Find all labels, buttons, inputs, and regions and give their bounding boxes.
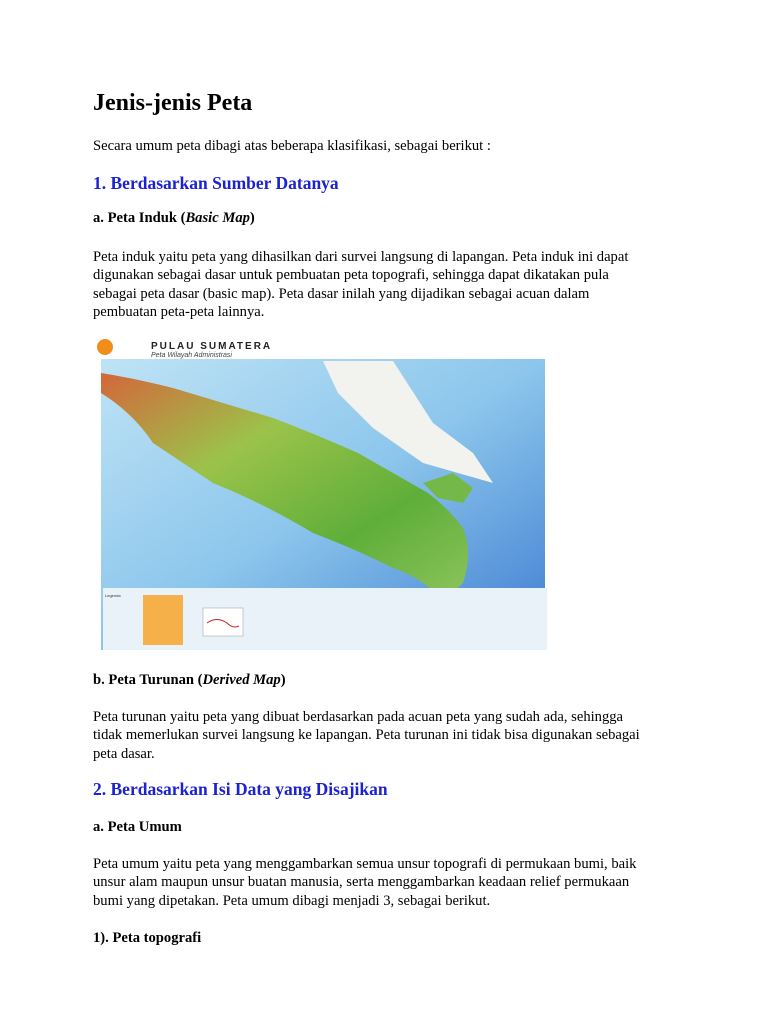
sumatra-map-image bbox=[93, 333, 547, 650]
section-heading-2: 2. Berdasarkan Isi Data yang Disajikan bbox=[93, 779, 388, 799]
paragraph-peta-induk: Peta induk yaitu peta yang dihasilkan dari survei langsung di lapangan. Peta induk ini dapat digunakan sebagai dasar untuk pembuatan peta topografi, sehingga dapat dikatakan pula sebagai peta dasar (basic map). Peta dasar inilah yang dijadikan sebagai acuan dalam pembuatan peta-peta lainnya. bbox=[93, 249, 629, 321]
map-legend-label: Legenda bbox=[105, 593, 121, 598]
section-heading-1: 1. Berdasarkan Sumber Datanya bbox=[93, 173, 339, 193]
paragraph-peta-turunan: Peta turunan yaitu peta yang dibuat berdasarkan pada acuan peta yang sudah ada, sehingga tidak memerlukan survei langsung ke lapangan. Peta turunan ini tidak bisa digunakan sebagai peta dasar. bbox=[93, 709, 640, 762]
intro-paragraph: Secara umum peta dibagi atas beberapa klasifikasi, sebagai berikut : bbox=[93, 138, 491, 154]
map-subtitle: Peta Wilayah Administrasi bbox=[151, 352, 232, 359]
page-title: Jenis-jenis Peta bbox=[93, 90, 253, 116]
paragraph-peta-umum: Peta umum yaitu peta yang menggambarkan semua unsur topografi di permukaan bumi, baik unsur alam maupun unsur buatan manusia, serta menggambarkan keadaan relief permukaan bumi yang dipetakan. Peta umum dibagi menjadi 3, sebagai berikut. bbox=[93, 856, 637, 909]
subheading-peta-umum: a. Peta Umum bbox=[93, 819, 182, 835]
map-logo bbox=[97, 339, 113, 355]
map-title: PULAU SUMATERA bbox=[151, 341, 273, 352]
subheading-peta-turunan: b. Peta Turunan (Derived Map) bbox=[93, 672, 286, 688]
map-legend-colorbar bbox=[143, 595, 183, 645]
subheading-peta-induk: a. Peta Induk (Basic Map) bbox=[93, 210, 255, 226]
subheading-peta-topografi: 1). Peta topografi bbox=[93, 930, 202, 946]
